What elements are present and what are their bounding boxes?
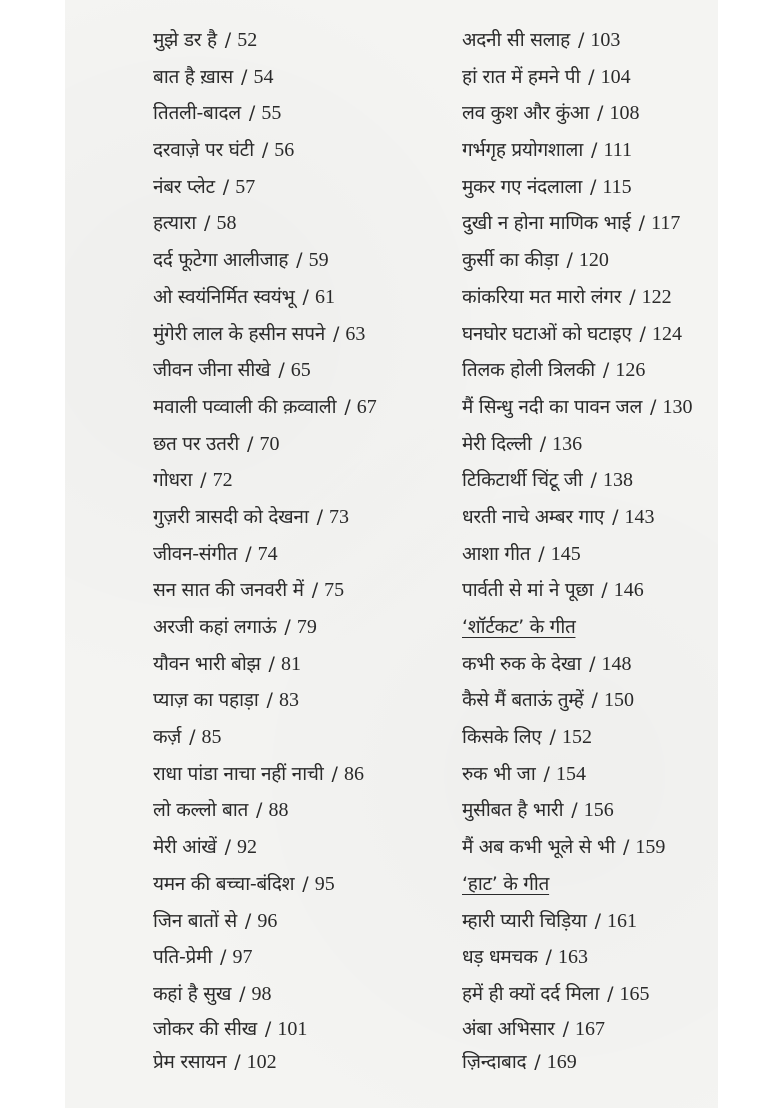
toc-entry [153, 536, 377, 573]
toc-entry [153, 352, 377, 389]
separator: / [311, 579, 319, 602]
toc-entry [153, 609, 377, 646]
entry-title: धड़ धमचक [462, 946, 538, 969]
page-number: 86 [343, 762, 364, 785]
entry-title: आशा गीत [462, 542, 531, 565]
page-number: 98 [251, 982, 272, 1005]
toc-entry [153, 829, 377, 866]
separator: / [224, 836, 231, 859]
page-number: 161 [607, 909, 638, 932]
page-number: 67 [356, 395, 377, 418]
page-number: 169 [546, 1050, 577, 1073]
page-number: 96 [257, 909, 278, 932]
page-number: 65 [290, 359, 311, 382]
toc-entry [462, 95, 693, 132]
toc-left-column [153, 22, 377, 1079]
separator: / [239, 982, 246, 1005]
entry-title: ओ स्वयंनिर्मित स्वयंभू [153, 285, 295, 308]
toc-entry [153, 572, 377, 609]
toc-entry [462, 1013, 693, 1046]
toc-entry [462, 572, 693, 609]
separator: / [601, 579, 608, 602]
separator: / [264, 1017, 272, 1040]
section-heading-haat [462, 866, 693, 903]
separator: / [296, 249, 303, 272]
entry-title: राधा पांडा नाचा नहीं नाची [153, 762, 324, 785]
page-number: 75 [324, 579, 345, 602]
page-number: 156 [583, 799, 614, 822]
page-number: 102 [246, 1050, 277, 1073]
page-number: 57 [235, 175, 256, 198]
page-number: 72 [212, 469, 233, 492]
toc-entry [153, 426, 377, 463]
page-number: 146 [613, 579, 644, 602]
entry-title: यमन की बच्चा-बंदिश [153, 872, 295, 895]
separator: / [302, 872, 309, 895]
entry-title: जिन बातों से [153, 909, 237, 932]
entry-title: हत्यारा [153, 212, 197, 235]
separator: / [224, 29, 232, 51]
separator: / [332, 322, 340, 345]
toc-entry [153, 1046, 377, 1079]
entry-title: मेरी दिल्ली [462, 432, 532, 455]
separator: / [607, 982, 614, 1005]
separator: / [234, 1050, 241, 1073]
toc-entry [462, 976, 693, 1013]
page-number: 73 [329, 505, 350, 528]
separator: / [545, 946, 552, 969]
toc-entry [153, 205, 377, 242]
entry-title: कभी रुक के देखा [462, 652, 582, 675]
page-number: 143 [624, 505, 655, 528]
entry-title: यौवन भारी बोझ [153, 652, 261, 675]
toc-entry [153, 59, 377, 96]
entry-title: तितली-बादल [153, 102, 241, 125]
toc-entry [153, 132, 377, 169]
page-number: 81 [281, 652, 301, 675]
separator: / [316, 505, 323, 528]
separator: / [589, 175, 597, 198]
page-number: 150 [603, 689, 634, 712]
toc-entry [462, 682, 693, 719]
toc-entry [153, 95, 377, 132]
entry-title: घनघोर घटाओं को घटाइए [462, 322, 632, 345]
separator: / [588, 65, 595, 88]
entry-title: जोकर की सीख [153, 1017, 257, 1040]
separator: / [284, 616, 291, 638]
entry-title: कांकरिया मत मारो लंगर [462, 285, 622, 308]
page-number: 126 [615, 359, 646, 382]
toc-entry [462, 205, 693, 242]
page-number: 130 [662, 395, 693, 418]
page-number: 97 [232, 946, 253, 969]
entry-title: हां रात में हमने पी [462, 65, 581, 88]
page-number: 95 [314, 872, 335, 895]
page-number: 61 [314, 285, 335, 308]
separator: / [597, 102, 604, 125]
page-number: 111 [603, 139, 632, 162]
separator: / [622, 836, 630, 859]
separator: / [240, 65, 248, 88]
page-number: 120 [578, 249, 609, 272]
separator: / [256, 799, 263, 822]
toc-entry [462, 169, 693, 206]
separator: / [248, 102, 256, 125]
separator: / [200, 469, 207, 492]
toc-entry [462, 536, 693, 573]
entry-title: कुर्सी का कीड़ा [462, 249, 559, 272]
separator: / [577, 29, 585, 51]
page-number: 83 [279, 689, 299, 712]
entry-title: सन सात की जनवरी में [153, 579, 304, 602]
toc-entry [462, 719, 693, 756]
separator: / [266, 689, 273, 712]
page-number: 55 [261, 102, 282, 125]
separator: / [589, 652, 596, 675]
separator: / [331, 762, 338, 785]
toc-entry [462, 352, 693, 389]
separator: / [639, 322, 646, 345]
separator: / [268, 652, 275, 675]
toc-right-column [462, 22, 693, 1079]
separator: / [538, 542, 545, 565]
entry-title: जीवन जीना सीखे [153, 359, 271, 382]
toc-entry [462, 646, 693, 683]
page-number: 117 [651, 212, 681, 235]
page-number: 145 [550, 542, 581, 565]
page-number: 152 [561, 726, 592, 749]
toc-entry [462, 22, 693, 59]
page-number: 52 [237, 29, 258, 51]
separator: / [590, 469, 597, 492]
entry-title: बात है ख़ास [153, 65, 233, 88]
entry-title: मैं सिन्धु नदी का पावन जल [462, 395, 643, 418]
separator: / [562, 1017, 569, 1040]
toc-entry [153, 646, 377, 683]
entry-title: मेरी आंखें [153, 836, 217, 859]
entry-title: टिकिटार्थी चिंटू जी [462, 469, 583, 492]
separator: / [612, 505, 619, 528]
page-number: 103 [590, 29, 621, 51]
entry-title: म्हारी प्यारी चिड़िया [462, 909, 587, 932]
page-number: 59 [308, 249, 329, 272]
entry-title: जीवन-संगीत [153, 542, 238, 565]
page-number: 124 [652, 322, 682, 345]
page-number: 138 [602, 469, 633, 492]
page-number: 163 [557, 946, 588, 969]
toc-entry [153, 976, 377, 1013]
separator: / [244, 909, 252, 932]
section-heading-shortcut [462, 609, 693, 646]
page-number: 101 [277, 1017, 308, 1040]
page-number: 148 [601, 652, 632, 675]
toc-entry [153, 903, 377, 940]
entry-title: हमें ही क्यों दर्द मिला [462, 982, 600, 1005]
entry-title: कहां है सुख [153, 982, 232, 1005]
entry-title: कैसे मैं बताऊं तुम्हें [462, 689, 584, 712]
entry-title: गर्भगृह प्रयोगशाला [462, 139, 583, 162]
entry-title: प्रेम रसायन [153, 1050, 227, 1073]
toc-entry [153, 316, 377, 353]
toc-entry [153, 866, 377, 903]
entry-title: मुकर गए नंदलाला [462, 175, 582, 198]
toc-entry [153, 682, 377, 719]
toc-entry [462, 316, 693, 353]
toc-entry [462, 1046, 693, 1079]
toc-entry [462, 462, 693, 499]
separator: / [204, 212, 211, 235]
separator: / [543, 762, 550, 785]
toc-entry [153, 1013, 377, 1046]
separator: / [220, 946, 227, 969]
toc-entry [153, 719, 377, 756]
toc-entry [153, 756, 377, 793]
entry-title: धरती नाचे अम्बर गाए [462, 505, 605, 528]
entry-title: मवाली पव्वाली की क़व्वाली [153, 395, 337, 418]
entry-title: मुझे डर है [153, 29, 217, 51]
toc-entry [153, 22, 377, 59]
entry-title: लव कुश और कुंआ [462, 102, 589, 125]
separator: / [590, 139, 598, 162]
separator: / [302, 285, 309, 308]
entry-title: दर्द फूटेगा आलीजाह [153, 249, 289, 272]
entry-title: किसके लिए [462, 726, 542, 749]
section-heading-title: ‘हाट’ के गीत [462, 872, 550, 895]
toc-entry [153, 462, 377, 499]
toc-entry [462, 389, 693, 426]
toc-entry [462, 242, 693, 279]
entry-title: ज़िन्दाबाद [462, 1050, 527, 1073]
separator: / [189, 726, 196, 749]
toc-entry [462, 426, 693, 463]
page-number: 63 [345, 322, 366, 345]
separator: / [549, 726, 556, 749]
separator: / [638, 212, 646, 235]
entry-title: गोधरा [153, 469, 193, 492]
toc-entry [462, 903, 693, 940]
page-number: 115 [602, 175, 632, 198]
page-number: 104 [600, 65, 631, 88]
toc-entry [153, 792, 377, 829]
page-number: 88 [268, 799, 289, 822]
separator: / [571, 799, 578, 822]
toc-entry [462, 939, 693, 976]
separator: / [245, 542, 252, 565]
page-number: 122 [641, 285, 672, 308]
entry-title: मुंगेरी लाल के हसीन सपने [153, 322, 325, 345]
toc-entry [462, 756, 693, 793]
entry-title: अंबा अभिसार [462, 1017, 555, 1040]
entry-title: छत पर उतरी [153, 432, 240, 455]
separator: / [247, 432, 254, 455]
separator: / [344, 395, 351, 418]
toc-entry [462, 279, 693, 316]
page-number: 54 [253, 65, 274, 88]
page-number: 58 [216, 212, 237, 235]
entry-title: रुक भी जा [462, 762, 536, 785]
entry-title: कर्ज़ [153, 726, 182, 749]
page-number: 159 [635, 836, 666, 859]
page-number: 85 [201, 726, 222, 749]
entry-title: लो कल्लो बात [153, 799, 249, 822]
page-number: 136 [552, 432, 583, 455]
page-number: 56 [274, 139, 295, 162]
page-number: 70 [259, 432, 280, 455]
section-heading-title: ‘शॉर्टकट’ के गीत [462, 616, 576, 638]
separator: / [602, 359, 610, 382]
page-number: 108 [609, 102, 640, 125]
entry-title: तिलक होली त्रिलकी [462, 359, 595, 382]
entry-title: अरजी कहां लगाऊं [153, 616, 277, 638]
toc-entry [462, 792, 693, 829]
entry-title: दुखी न होना माणिक भाई [462, 212, 631, 235]
separator: / [629, 285, 636, 308]
entry-title: मैं अब कभी भूले से भी [462, 836, 615, 859]
scanned-page [65, 0, 718, 1108]
entry-title: अदनी सी सलाह [462, 29, 570, 51]
entry-title: नंबर प्लेट [153, 175, 215, 198]
toc-entry [462, 499, 693, 536]
entry-title: गुज़री त्रासदी को देखना [153, 505, 309, 528]
separator: / [534, 1050, 541, 1073]
toc-entry [153, 939, 377, 976]
entry-title: मुसीबत है भारी [462, 799, 564, 822]
toc-entry [153, 169, 377, 206]
page-number: 167 [575, 1017, 606, 1040]
entry-title: दरवाज़े पर घंटी [153, 139, 254, 162]
separator: / [650, 395, 657, 418]
separator: / [261, 139, 269, 162]
separator: / [591, 689, 598, 712]
toc-entry [462, 132, 693, 169]
separator: / [278, 359, 285, 382]
page-number: 165 [619, 982, 650, 1005]
separator: / [594, 909, 601, 932]
toc-entry [153, 279, 377, 316]
toc-entry [153, 389, 377, 426]
entry-title: पति-प्रेमी [153, 946, 212, 969]
entry-title: पार्वती से मां ने पूछा [462, 579, 594, 602]
page-number: 79 [296, 616, 317, 638]
separator: / [539, 432, 547, 455]
entry-title: प्याज़ का पहाड़ा [153, 689, 259, 712]
page-number: 92 [237, 836, 258, 859]
toc-entry [462, 829, 693, 866]
toc-entry [462, 59, 693, 96]
toc-entry [153, 242, 377, 279]
separator: / [222, 175, 230, 198]
toc-entry [153, 499, 377, 536]
separator: / [566, 249, 573, 272]
page-number: 74 [257, 542, 278, 565]
page-number: 154 [555, 762, 586, 785]
